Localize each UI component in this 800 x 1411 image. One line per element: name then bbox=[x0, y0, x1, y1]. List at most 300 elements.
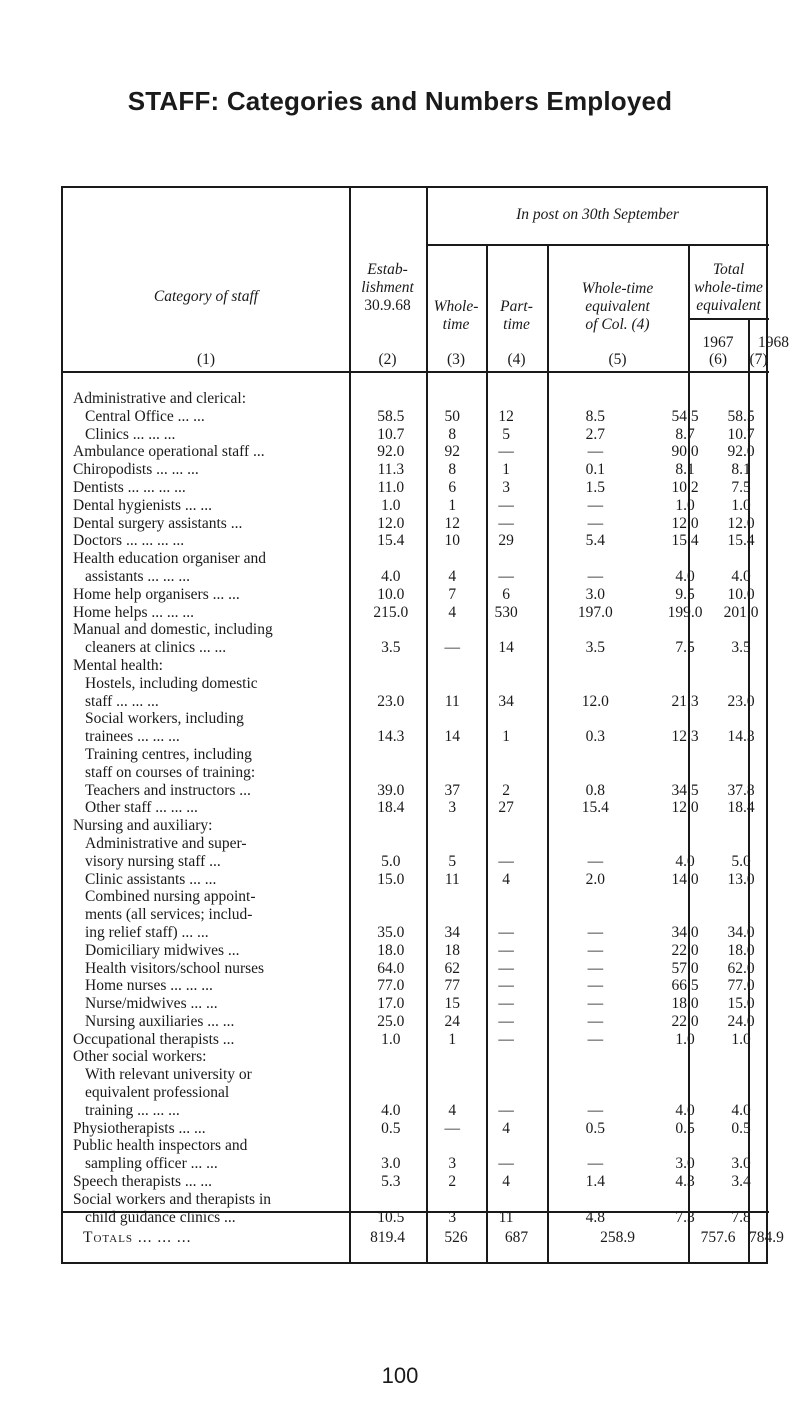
table-row bbox=[63, 390, 769, 408]
whole-time-value: 1 bbox=[448, 496, 457, 514]
staff-table bbox=[61, 186, 789, 1264]
estab-value bbox=[356, 1191, 426, 1209]
total-1967-value bbox=[657, 906, 713, 924]
part-time-value: — bbox=[498, 514, 514, 532]
part-time-value bbox=[479, 1137, 534, 1155]
row-label: ing relief staff) ... ... bbox=[85, 923, 209, 941]
whole-time-value: 18 bbox=[444, 941, 461, 959]
whole-time-value bbox=[426, 888, 479, 906]
total-1968-value: 18.0 bbox=[727, 941, 755, 959]
wte-value: — bbox=[587, 852, 604, 870]
table-row bbox=[63, 408, 769, 426]
col-number-2: (2) bbox=[378, 351, 397, 368]
wte-value: — bbox=[587, 1155, 604, 1173]
row-label: Dentists ... ... ... ... bbox=[73, 478, 186, 496]
estab-value: 17.0 bbox=[377, 995, 405, 1013]
part-time-value bbox=[479, 1066, 534, 1084]
row-label: Health visitors/school nurses bbox=[85, 959, 265, 977]
total-1968-value: 18.4 bbox=[727, 799, 755, 817]
row-label: Social workers, including bbox=[85, 710, 244, 728]
whole-time-value bbox=[426, 1191, 479, 1209]
wte-value bbox=[533, 1191, 657, 1209]
table-row bbox=[63, 1173, 769, 1191]
totals-1967: 757.6 bbox=[700, 1229, 736, 1246]
part-time-value: 27 bbox=[498, 799, 514, 817]
part-time-value bbox=[479, 1084, 534, 1102]
total-1967-value: 12.0 bbox=[671, 514, 699, 532]
part-time-value: — bbox=[498, 852, 514, 870]
table-row bbox=[63, 924, 769, 942]
estab-value bbox=[356, 1066, 426, 1084]
estab-value: 5.3 bbox=[381, 1173, 401, 1191]
total-1968-value bbox=[713, 746, 769, 764]
row-label: Social workers and therapists in bbox=[73, 1190, 272, 1208]
whole-time-value: 8 bbox=[448, 461, 457, 479]
total-1967-value: 21.3 bbox=[671, 692, 699, 710]
row-label: sampling officer ... ... bbox=[85, 1155, 218, 1173]
part-time-value: — bbox=[498, 1030, 514, 1048]
row-label: Hostels, including domestic bbox=[85, 674, 258, 692]
row-label: Central Office ... ... bbox=[85, 407, 205, 425]
row-label: Clinics ... ... ... bbox=[85, 425, 176, 443]
table-row bbox=[63, 550, 769, 568]
total-1968-value bbox=[713, 1084, 769, 1102]
whole-time-value: 37 bbox=[444, 781, 461, 799]
estab-value: 35.0 bbox=[377, 923, 405, 941]
row-label: child guidance clinics ... bbox=[85, 1208, 236, 1226]
total-1967-value bbox=[657, 1191, 713, 1209]
total-1967-value bbox=[657, 550, 713, 568]
estab-value: 1.0 bbox=[381, 1030, 401, 1048]
whole-time-value: 1 bbox=[448, 1030, 457, 1048]
total-1968-value bbox=[713, 550, 769, 568]
whole-time-value bbox=[426, 1066, 479, 1084]
total-1968-value bbox=[713, 888, 769, 906]
estab-value bbox=[356, 675, 426, 693]
part-time-value: 530 bbox=[494, 603, 518, 621]
estab-value: 215.0 bbox=[373, 603, 409, 621]
total-1968-value bbox=[713, 621, 769, 639]
whole-time-value bbox=[426, 764, 479, 782]
total-1967-value: 8.7 bbox=[675, 425, 695, 443]
wte-value bbox=[533, 1066, 657, 1084]
whole-time-value: 11 bbox=[444, 692, 460, 710]
table-row bbox=[63, 657, 769, 675]
whole-time-value: 5 bbox=[448, 852, 457, 870]
total-1967-value bbox=[657, 1048, 713, 1066]
wte-header: Whole-time equivalent of Col. (4) bbox=[581, 280, 654, 333]
total-1968-value: 7.5 bbox=[731, 478, 751, 496]
wte-value bbox=[533, 817, 657, 835]
total-1968-value: 37.8 bbox=[727, 781, 755, 799]
wte-value bbox=[533, 888, 657, 906]
total-1967-value: 1.0 bbox=[675, 1030, 695, 1048]
total-1967-value bbox=[657, 746, 713, 764]
whole-time-value bbox=[426, 1137, 479, 1155]
table-row bbox=[63, 960, 769, 978]
part-time-value bbox=[479, 888, 534, 906]
col-number-6: (6) bbox=[708, 351, 728, 368]
total-1967-value: 4.0 bbox=[675, 852, 695, 870]
data-rows bbox=[63, 390, 769, 1226]
whole-time-value bbox=[426, 835, 479, 853]
wte-value: 1.5 bbox=[585, 478, 605, 496]
table-row bbox=[63, 942, 769, 960]
wte-value bbox=[533, 746, 657, 764]
total-1968-value: 23.0 bbox=[727, 692, 755, 710]
total-1967-value: 7.5 bbox=[675, 639, 695, 657]
wte-value bbox=[533, 675, 657, 693]
row-label: Domiciliary midwives ... bbox=[85, 941, 240, 959]
total-1967-value bbox=[657, 710, 713, 728]
table-row bbox=[63, 532, 769, 550]
total-1967-value: 4.0 bbox=[675, 1101, 695, 1119]
part-time-value bbox=[479, 550, 534, 568]
part-time-value bbox=[479, 621, 534, 639]
total-1967-value: 3.0 bbox=[675, 1155, 695, 1173]
total-1967-value: 66.5 bbox=[671, 977, 699, 995]
part-time-value: 12 bbox=[498, 407, 514, 425]
part-time-value: — bbox=[498, 959, 514, 977]
total-1968-value: 92.0 bbox=[727, 443, 755, 461]
row-label: Home help organisers ... ... bbox=[73, 585, 240, 603]
total-1968-value: 3.4 bbox=[731, 1173, 751, 1191]
row-label: Occupational therapists ... bbox=[73, 1030, 235, 1048]
part-time-value: — bbox=[498, 941, 514, 959]
estab-value bbox=[356, 657, 426, 675]
total-1967-value bbox=[657, 888, 713, 906]
row-label: Clinic assistants ... ... bbox=[85, 870, 217, 888]
whole-time-value: — bbox=[444, 1119, 461, 1137]
wte-value: — bbox=[587, 923, 604, 941]
table-row bbox=[63, 1191, 769, 1209]
estab-value: 10.0 bbox=[377, 585, 405, 603]
wte-value bbox=[533, 1137, 657, 1155]
table-row bbox=[63, 1155, 769, 1173]
part-time-value bbox=[479, 817, 534, 835]
part-time-value bbox=[479, 906, 534, 924]
total-1968-value: 201.0 bbox=[723, 603, 759, 621]
row-label: Nurse/midwives ... ... bbox=[85, 995, 218, 1013]
row-label: Dental hygienists ... ... bbox=[73, 496, 213, 514]
part-time-value bbox=[479, 675, 534, 693]
total-1968-value: 3.5 bbox=[731, 639, 751, 657]
estab-value: 15.4 bbox=[377, 532, 405, 550]
total-1968-value bbox=[713, 1066, 769, 1084]
part-time-value: — bbox=[498, 923, 514, 941]
total-1967-value: 22.0 bbox=[671, 1012, 699, 1030]
total-1967-value: 9.5 bbox=[675, 585, 695, 603]
estab-value bbox=[356, 764, 426, 782]
part-time-value bbox=[479, 764, 534, 782]
estab-value: 3.5 bbox=[381, 639, 401, 657]
row-label: Administrative and clerical: bbox=[73, 390, 247, 407]
wte-value: 3.5 bbox=[585, 639, 605, 657]
wte-value: — bbox=[587, 514, 604, 532]
part-time-value: — bbox=[498, 1155, 514, 1173]
table-row bbox=[63, 515, 769, 533]
row-label: cleaners at clinics ... ... bbox=[85, 639, 227, 657]
part-time-header: Part- time bbox=[500, 298, 533, 333]
whole-time-value: 10 bbox=[444, 532, 461, 550]
total-1968-value: 62.0 bbox=[727, 959, 755, 977]
wte-value bbox=[533, 710, 657, 728]
wte-value: 4.8 bbox=[585, 1208, 605, 1226]
total-1967-value: 199.0 bbox=[667, 603, 703, 621]
whole-time-value: 8 bbox=[448, 425, 457, 443]
row-label: Nursing auxiliaries ... ... bbox=[85, 1012, 235, 1030]
total-1967-value bbox=[657, 390, 713, 408]
total-1968-value: 7.8 bbox=[731, 1208, 751, 1226]
total-sub-rule bbox=[688, 318, 769, 320]
table-row bbox=[63, 1120, 769, 1138]
wte-value: — bbox=[587, 1101, 604, 1119]
whole-time-value bbox=[426, 1084, 479, 1102]
table-row bbox=[63, 888, 769, 906]
part-time-value: 1 bbox=[502, 461, 510, 479]
wte-value bbox=[533, 764, 657, 782]
estab-value bbox=[356, 817, 426, 835]
total-1967-value: 4.0 bbox=[675, 567, 695, 585]
totals-part-time: 687 bbox=[504, 1229, 529, 1246]
row-label: Manual and domestic, including bbox=[73, 621, 273, 639]
estab-value: 12.0 bbox=[377, 514, 405, 532]
page-number: 100 bbox=[381, 1363, 419, 1388]
total-1967-value: 1.0 bbox=[675, 496, 695, 514]
total-1968-value: 34.0 bbox=[727, 923, 755, 941]
whole-time-value bbox=[426, 621, 479, 639]
total-1967-value: 12.0 bbox=[671, 799, 699, 817]
total-1967-value: 0.5 bbox=[675, 1119, 695, 1137]
whole-time-value bbox=[426, 550, 479, 568]
total-1967-value bbox=[657, 1137, 713, 1155]
row-label: equivalent professional bbox=[85, 1084, 230, 1102]
part-time-value: 5 bbox=[502, 425, 510, 443]
part-time-value: — bbox=[498, 496, 514, 514]
table-row bbox=[63, 497, 769, 515]
part-time-value: 4 bbox=[502, 1173, 510, 1191]
total-1967-value: 10.2 bbox=[671, 478, 699, 496]
whole-time-value: 11 bbox=[444, 870, 460, 888]
wte-value: 0.5 bbox=[585, 1119, 605, 1137]
table-row bbox=[63, 1066, 769, 1084]
estab-value bbox=[356, 835, 426, 853]
estab-value: 10.5 bbox=[377, 1208, 405, 1226]
col-number-4: (4) bbox=[507, 351, 526, 368]
estab-value: 39.0 bbox=[377, 781, 405, 799]
total-1968-value bbox=[713, 1137, 769, 1155]
table-row bbox=[63, 728, 769, 746]
total-1967-value bbox=[657, 675, 713, 693]
total-1968-value bbox=[713, 1191, 769, 1209]
estab-value: 64.0 bbox=[377, 959, 405, 977]
table-row bbox=[63, 443, 769, 461]
wte-value: 15.4 bbox=[581, 799, 609, 817]
wte-value: 0.8 bbox=[585, 781, 605, 799]
total-1968-value: 0.5 bbox=[731, 1119, 751, 1137]
row-label: Other social workers: bbox=[73, 1048, 207, 1066]
estab-value: 25.0 bbox=[377, 1012, 405, 1030]
table-row bbox=[63, 479, 769, 497]
total-1967-value: 18.0 bbox=[671, 995, 699, 1013]
total-1967-value bbox=[657, 657, 713, 675]
row-label: Combined nursing appoint- bbox=[85, 888, 256, 906]
row-label: Speech therapists ... ... bbox=[73, 1173, 213, 1191]
whole-time-value bbox=[426, 906, 479, 924]
part-time-value bbox=[479, 1191, 534, 1209]
total-1968-value: 10.0 bbox=[727, 585, 755, 603]
in-post-header: In post on 30th September bbox=[516, 206, 679, 223]
header-bottom-rule bbox=[63, 371, 769, 373]
wte-value bbox=[533, 1048, 657, 1066]
estab-value: 77.0 bbox=[377, 977, 405, 995]
total-1967-value bbox=[657, 817, 713, 835]
total-1968-value bbox=[713, 675, 769, 693]
total-1967-value: 90.0 bbox=[671, 443, 699, 461]
estab-value bbox=[356, 1084, 426, 1102]
total-1967-value: 54.5 bbox=[671, 407, 699, 425]
part-time-value: 2 bbox=[502, 781, 510, 799]
table-row bbox=[63, 461, 769, 479]
part-time-value bbox=[479, 390, 534, 408]
totals-estab: 819.4 bbox=[370, 1229, 405, 1246]
table-row bbox=[63, 906, 769, 924]
wte-value: — bbox=[587, 496, 604, 514]
total-1967-value bbox=[657, 764, 713, 782]
part-time-value bbox=[479, 710, 534, 728]
table-row bbox=[63, 586, 769, 604]
table-row bbox=[63, 746, 769, 764]
table-row bbox=[63, 1031, 769, 1049]
table-row bbox=[63, 871, 769, 889]
estab-value: 92.0 bbox=[377, 443, 405, 461]
wte-value: 0.3 bbox=[585, 728, 605, 746]
total-1968-value: 14.3 bbox=[727, 728, 755, 746]
part-time-value: 3 bbox=[502, 478, 510, 496]
row-label: Training centres, including bbox=[85, 745, 252, 763]
wte-value: — bbox=[587, 995, 604, 1013]
whole-time-value bbox=[426, 746, 479, 764]
part-time-value: — bbox=[498, 977, 514, 995]
row-label: ments (all services; includ- bbox=[85, 906, 253, 924]
estab-value: 23.0 bbox=[377, 692, 405, 710]
total-1967-value: 34.5 bbox=[671, 781, 699, 799]
wte-value: — bbox=[587, 567, 604, 585]
whole-time-value: 6 bbox=[448, 478, 457, 496]
total-1967-value bbox=[657, 621, 713, 639]
total-1967-value: 34.0 bbox=[671, 923, 699, 941]
estab-value bbox=[356, 906, 426, 924]
estab-value bbox=[356, 621, 426, 639]
total-1968-value bbox=[713, 817, 769, 835]
estab-value bbox=[356, 746, 426, 764]
wte-value bbox=[533, 550, 657, 568]
row-label: Health education organiser and bbox=[73, 550, 266, 568]
row-label: Other staff ... ... ... bbox=[85, 799, 198, 817]
total-1968-value bbox=[713, 835, 769, 853]
row-label: assistants ... ... ... bbox=[85, 567, 191, 585]
estab-value: 4.0 bbox=[381, 567, 401, 585]
row-label: Ambulance operational staff ... bbox=[73, 443, 265, 461]
whole-time-value: 92 bbox=[444, 443, 461, 461]
part-time-value bbox=[479, 746, 534, 764]
whole-time-value bbox=[426, 1048, 479, 1066]
whole-time-value: 4 bbox=[448, 1101, 457, 1119]
whole-time-value bbox=[426, 390, 479, 408]
table-row bbox=[63, 710, 769, 728]
col-number-3: (3) bbox=[446, 351, 466, 368]
part-time-value: 1 bbox=[502, 728, 510, 746]
estab-value bbox=[356, 710, 426, 728]
total-1968-value bbox=[713, 1048, 769, 1066]
totals-whole-time: 526 bbox=[444, 1229, 468, 1246]
table-row bbox=[63, 1102, 769, 1120]
estab-value: 14.3 bbox=[377, 728, 405, 746]
totals-label: Totals ... ... ... bbox=[83, 1229, 192, 1246]
whole-time-value: 24 bbox=[444, 1012, 461, 1030]
wte-value bbox=[533, 657, 657, 675]
total-1967-value: 7.3 bbox=[675, 1208, 695, 1226]
estab-value: 4.0 bbox=[381, 1101, 401, 1119]
part-time-value: 11 bbox=[498, 1208, 514, 1226]
table-row bbox=[63, 568, 769, 586]
row-label: Public health inspectors and bbox=[73, 1137, 248, 1155]
estab-value: 1.0 bbox=[381, 496, 401, 514]
total-1968-value: 12.0 bbox=[727, 514, 755, 532]
estab-value: 11.0 bbox=[377, 478, 405, 496]
col-number-7: (7) bbox=[749, 351, 768, 368]
total-wte-header: Total whole-time equivalent bbox=[694, 261, 763, 314]
total-1967-value: 8.1 bbox=[675, 461, 695, 479]
part-time-value: 29 bbox=[498, 532, 514, 550]
whole-time-value bbox=[426, 675, 479, 693]
establishment-header: Estab- lishment 30.9.68 bbox=[361, 261, 414, 314]
estab-value: 11.3 bbox=[377, 461, 405, 479]
wte-value bbox=[533, 390, 657, 408]
whole-time-value: 14 bbox=[444, 728, 461, 746]
wte-value: 5.4 bbox=[585, 532, 605, 550]
total-1968-value: 24.0 bbox=[727, 1012, 755, 1030]
table-row bbox=[63, 977, 769, 995]
total-1968-value: 1.0 bbox=[731, 1030, 751, 1048]
part-time-value: 4 bbox=[502, 1119, 510, 1137]
whole-time-header: Whole- time bbox=[433, 298, 479, 333]
total-1968-value: 4.0 bbox=[731, 567, 751, 585]
estab-value: 5.0 bbox=[381, 852, 401, 870]
row-label: Nursing and auxiliary: bbox=[73, 817, 213, 835]
table-row bbox=[63, 817, 769, 835]
estab-value: 18.0 bbox=[377, 941, 405, 959]
row-label: Administrative and super- bbox=[85, 834, 247, 852]
part-time-value: 4 bbox=[502, 870, 510, 888]
whole-time-value: 2 bbox=[448, 1173, 457, 1191]
row-label: Chiropodists ... ... ... bbox=[73, 461, 199, 479]
total-1968-value bbox=[713, 390, 769, 408]
whole-time-value: 3 bbox=[448, 1208, 457, 1226]
row-label: With relevant university or bbox=[85, 1066, 252, 1084]
table-row bbox=[63, 693, 769, 711]
wte-value: 12.0 bbox=[581, 692, 609, 710]
total-1968-value: 5.0 bbox=[731, 852, 751, 870]
total-1968-value: 15.0 bbox=[727, 995, 755, 1013]
table-row bbox=[63, 1048, 769, 1066]
table-row bbox=[63, 1013, 769, 1031]
part-time-value bbox=[479, 1048, 534, 1066]
whole-time-value: 4 bbox=[448, 567, 457, 585]
table-row bbox=[63, 675, 769, 693]
estab-value bbox=[356, 1137, 426, 1155]
year-1967-header: 1967 bbox=[702, 334, 734, 351]
